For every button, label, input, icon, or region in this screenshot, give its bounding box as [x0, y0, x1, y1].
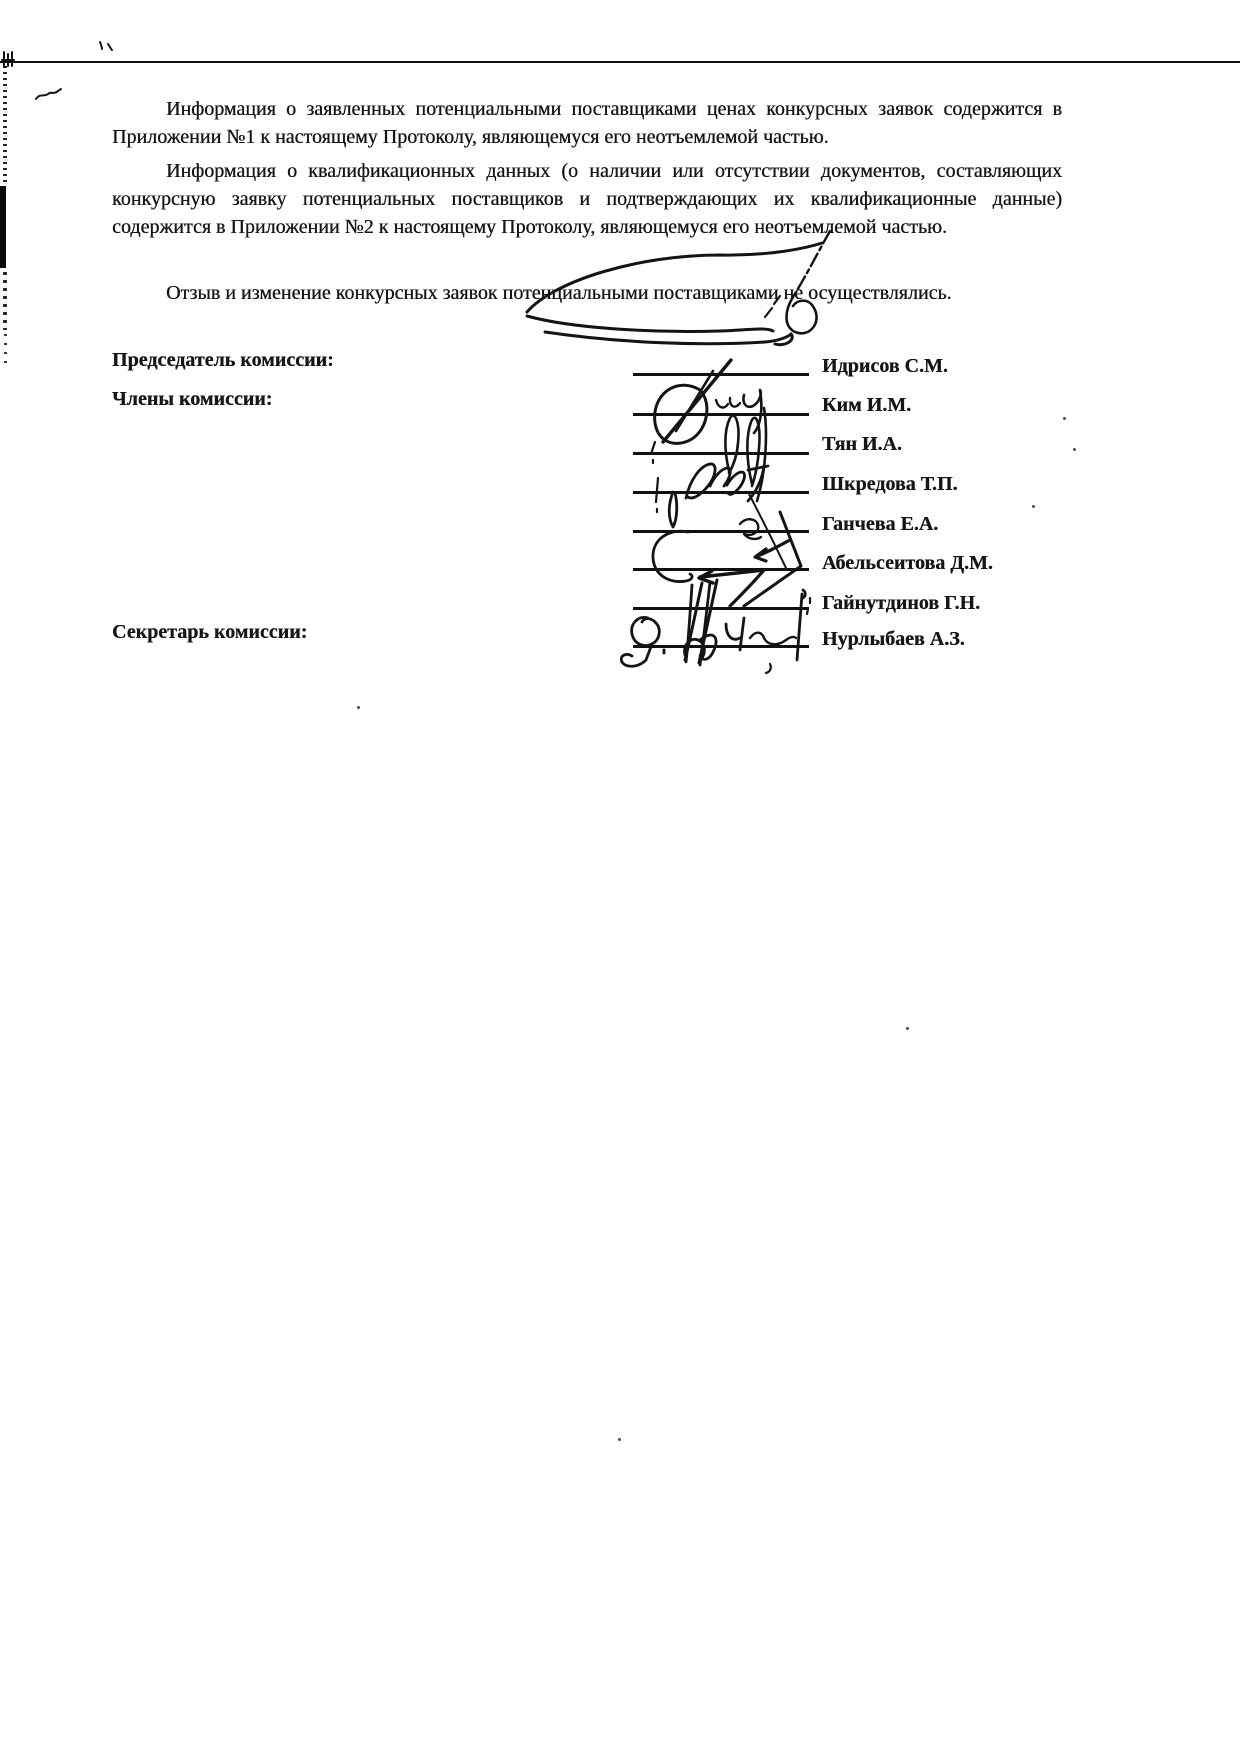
scan-mark-squiggle — [36, 89, 61, 99]
paragraph1-line2: Приложении №1 к настоящему Протоколу, являющемуся его неотъемлемой частью. — [112, 126, 829, 148]
signature-scribble-shkredova — [656, 464, 768, 512]
scan-artifact-top-line — [0, 61, 1240, 63]
signatory-name: Шкредова Т.П. — [822, 473, 958, 495]
paragraph1-line1: Информация о заявленных потенциальными поставщиками ценах конкурсных заявок содержится в — [166, 98, 1062, 120]
paragraph2-line3: содержится в Приложении №2 к настоящему Протоколу, являющемуся его неотъемлемой частью. — [112, 216, 947, 238]
document-body-text — [112, 95, 1062, 307]
label-members: Члены комиссии: — [112, 388, 273, 410]
signature-line — [633, 373, 809, 376]
signature-line — [633, 452, 809, 455]
paragraph2-line2: конкурсную заявку потенциальных поставщиков и подтверждающих их квалификационные данные) — [112, 188, 1062, 210]
signature-scribble-gaynutdinov — [685, 580, 810, 663]
scan-artifact-left-ticks-lower — [3, 272, 7, 330]
signatory-name: Гайнутдинов Г.Н. — [822, 592, 981, 614]
scan-artifact-left-dots — [4, 334, 7, 364]
scan-speck — [1032, 505, 1035, 508]
scan-speck — [1073, 448, 1076, 451]
signature-line — [633, 645, 809, 648]
label-chairman: Председатель комиссии: — [112, 349, 334, 371]
paragraph2-line1: Информация о квалификационных данных (о наличии или отсутствии документов, составляющих — [166, 160, 1062, 182]
signature-line — [633, 491, 809, 494]
signature-line — [633, 607, 809, 610]
scan-speck — [906, 1027, 909, 1030]
scan-artifact-left-ticks — [3, 66, 7, 184]
signature-line — [633, 530, 809, 533]
scan-speck — [1063, 417, 1066, 420]
signatory-name: Абельсеитова Д.М. — [822, 552, 993, 574]
signatory-name: Ганчева Е.А. — [822, 513, 939, 535]
signatory-name: Нурлыбаев А.З. — [822, 628, 965, 650]
signatory-name: Идрисов С.М. — [822, 355, 948, 377]
label-secretary: Секретарь комиссии: — [112, 621, 308, 643]
signatory-name: Ким И.М. — [822, 394, 912, 416]
signature-scribble-nurlybaev — [621, 582, 805, 673]
signature-line — [633, 413, 809, 416]
signature-line — [633, 568, 809, 571]
signatory-name: Тян И.А. — [822, 433, 902, 455]
scan-speck — [618, 1438, 621, 1441]
scan-artifact-left-bar — [0, 186, 6, 268]
scan-speck — [357, 706, 360, 709]
paragraph3-line1: Отзыв и изменение конкурсных заявок потенциальными поставщиками не осуществлялись. — [166, 282, 952, 304]
signature-scribble-abelseitova — [699, 512, 801, 606]
